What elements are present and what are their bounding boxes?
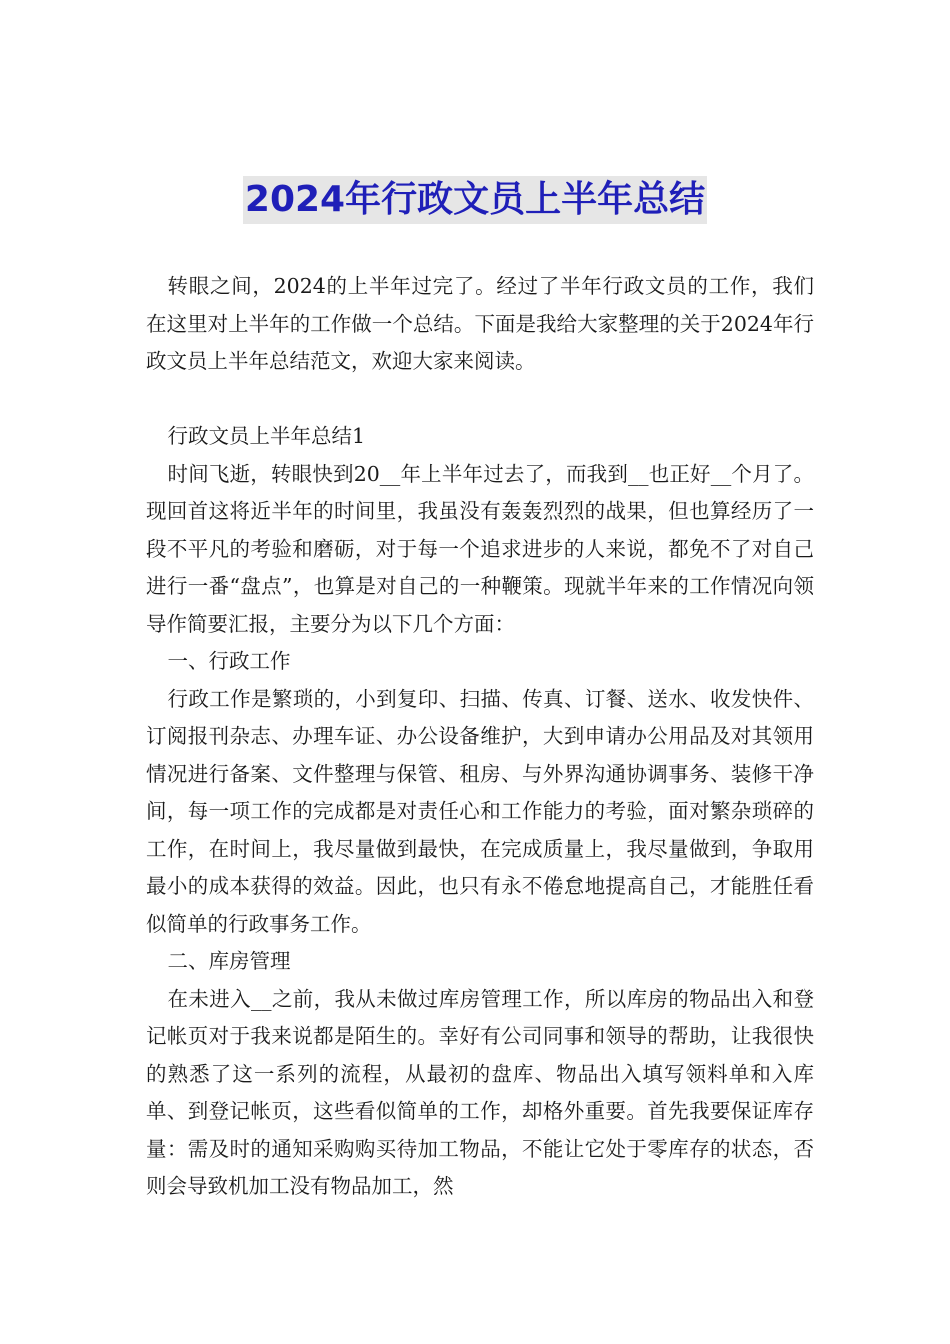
intro-paragraph: 转眼之间，2024的上半年过完了。经过了半年行政文员的工作，我们在这里对上半年的工作做一个总结。下面是我给大家整理的关于2024年行政文员上半年总结范文，欢迎大家来阅读。 [146,274,814,373]
heading-warehouse-management: 二、库房管理 [167,949,291,973]
paragraph-1: 时间飞逝，转眼快到20__年上半年过去了，而我到__也正好__个月了。现回首这将近半年的时间里，我虽没有轰轰烈烈的战果，但也算经历了一段不平凡的考验和磨砺，对于每一个追求进步的人来说，都免不了对自己进行一番“盘点”，也算是对自己的一种鞭策。现就半年来的工作情况向领导作简要汇报，主要分为以下几个方面： [146,461,814,636]
paragraph-2: 行政工作是繁琐的，小到复印、扫描、传真、订餐、送水、收发快件、订阅报刊杂志、办理车证、办公设备维护，大到申请办公用品及对其领用情况进行备案、文件整理与保管、租房、与外界沟通协调事务、装修干净间，每一项工作的完成都是对责任心和工作能力的考验，面对繁杂琐碎的工作，在时间上，我尽量做到最快，在完成质量上，我尽量做到，争取用最小的成本获得的效益。因此，也只有永不倦怠地提高自己，才能胜任看似简单的行政事务工作。 [146,686,814,936]
blank-line [146,381,814,419]
paragraph-3: 在未进入__之前，我从未做过库房管理工作，所以库房的物品出入和登记帐页对于我来说都是陌生的。幸好有公司同事和领导的帮助，让我很快的熟悉了这一系列的流程，从最初的盘库、物品出入填写领料单和入库单、到登记帐页，这些看似简单的工作，却格外重要。首先我要保证库存量：需及时的通知采购购买待加工物品，不能让它处于零库存的状态，否则会导致机加工没有物品加工，然 [146,986,814,1198]
document-body [146,268,814,1206]
section-title: 行政文员上半年总结1 [167,424,366,448]
title-wrap [0,176,950,224]
document-title: 2024年行政文员上半年总结 [243,176,707,224]
heading-administrative-work: 一、行政工作 [167,649,291,673]
